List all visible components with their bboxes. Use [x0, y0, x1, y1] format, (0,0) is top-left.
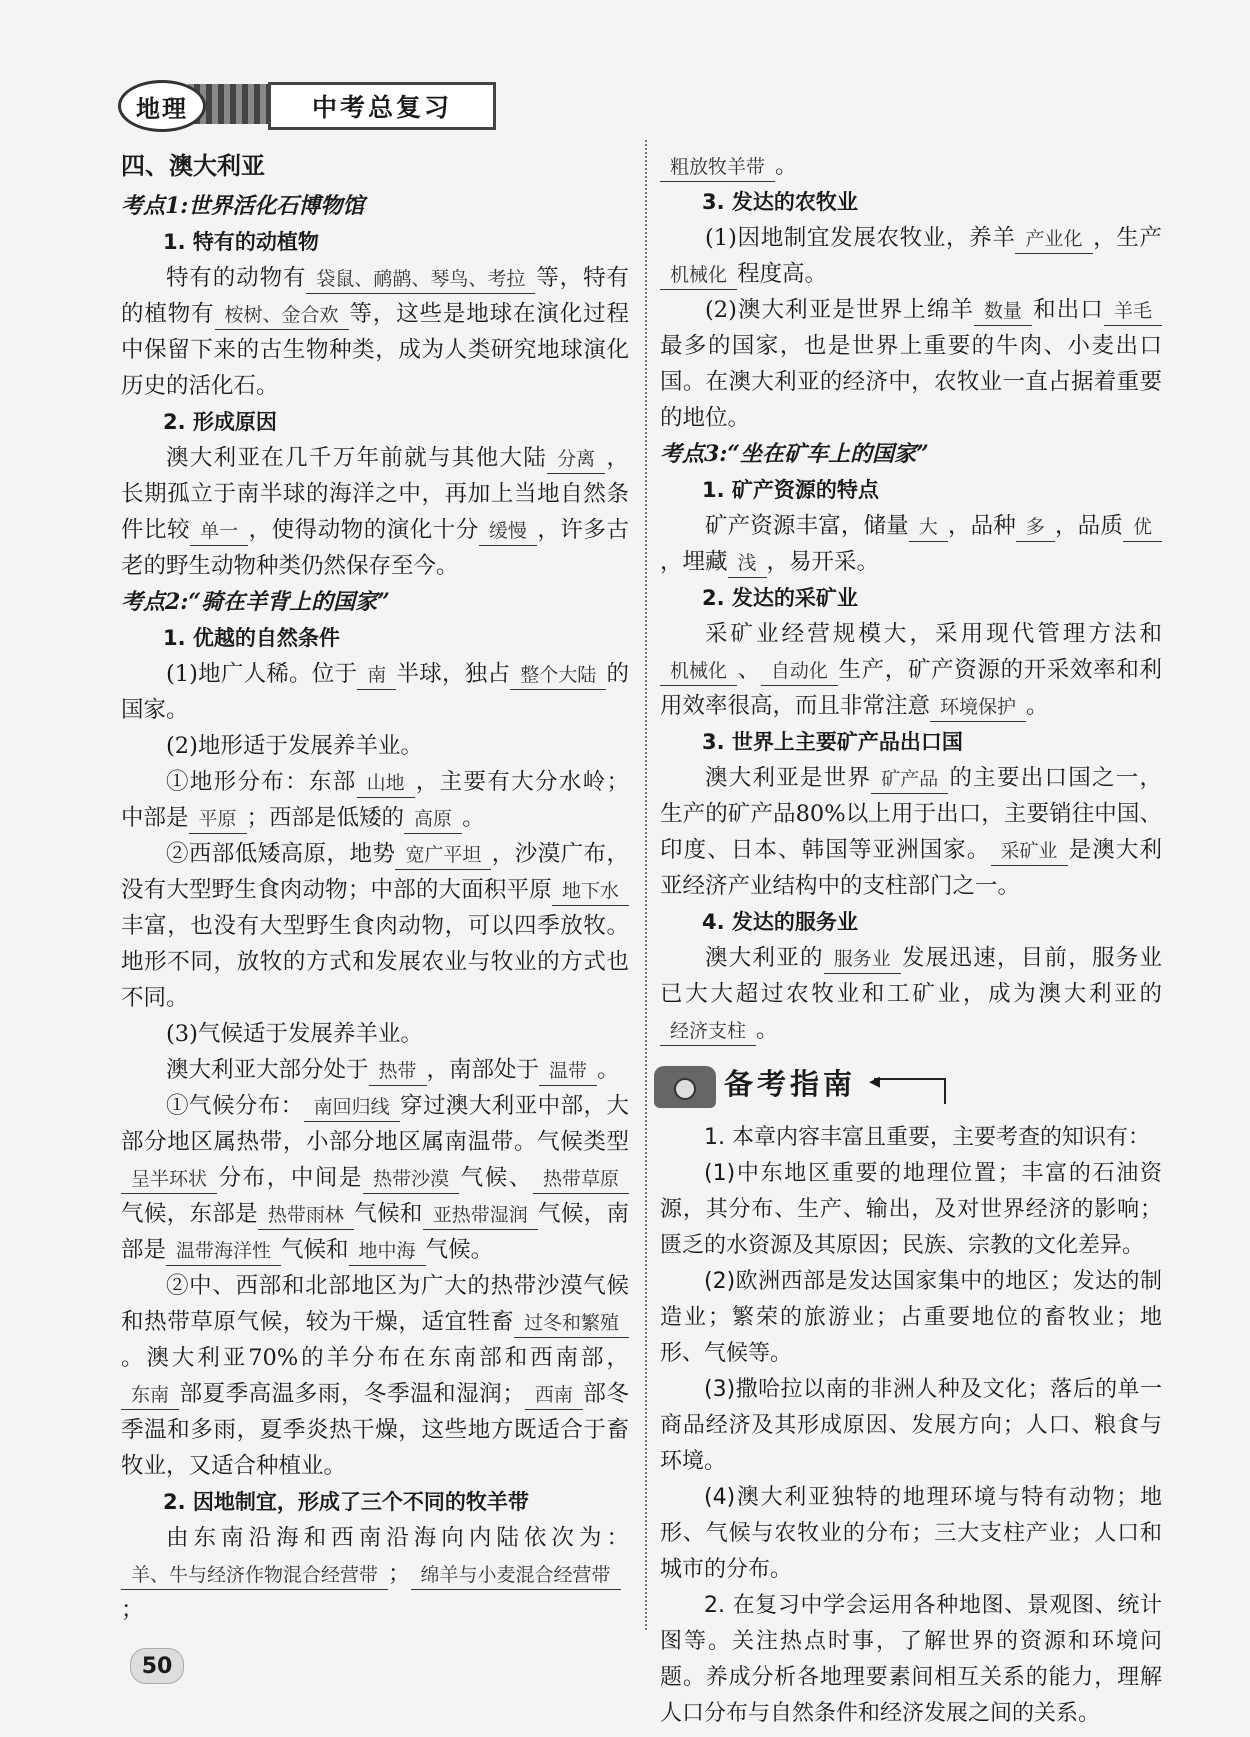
answer-blank: 大 — [909, 513, 948, 542]
answer-blank: 绵羊与小麦混合经营带 — [411, 1561, 621, 1590]
paragraph: (1)地广人稀。位于 南 半球，独占 整个大陆 的国家。 — [121, 661, 629, 723]
subheading: 3. 发达的农牧业 — [702, 190, 858, 214]
answer-blank: 呈半环状 — [121, 1165, 217, 1194]
answer-blank: 羊、牛与经济作物混合经营带 — [121, 1561, 388, 1590]
paragraph: 由东南沿海和西南沿海向内陆依次为：羊、牛与经济作物混合经营带 ； 绵羊与小麦混合经营带； — [121, 1525, 629, 1623]
answer-blank: 袋鼠、鸸鹋、琴鸟、考拉 — [306, 265, 535, 294]
answer-blank: 浅 — [728, 549, 767, 578]
arrow-line-decoration — [874, 1078, 946, 1104]
arrow-left-icon: ◂ — [869, 1069, 881, 1094]
answer-blank: 热带雨林 — [258, 1201, 354, 1230]
answer-blank: 过冬和繁殖 — [514, 1309, 629, 1338]
answer-blank: 环境保护 — [930, 693, 1026, 722]
paragraph: (2)地形适于发展养羊业。 — [166, 733, 423, 759]
paragraph: 粗放牧羊带 。 — [660, 148, 1162, 184]
schoolbag-icon — [654, 1066, 716, 1108]
paragraph: 澳大利亚的 服务业 发展迅速，目前，服务业已大大超过农牧业和工矿业，成为澳大利亚的经济支柱 。 — [660, 940, 1162, 1048]
paragraph: (2)澳大利亚是世界上绵羊 数量 和出口 羊毛最多的国家，也是世界上重要的牛肉、小麦出口国。在澳大利亚的经济中，农牧业一直占据着重要的地位。 — [660, 297, 1162, 431]
page-header — [118, 78, 488, 132]
paragraph: 矿产资源丰富，储量 大 ，品种 多 ，品质 优，埋藏 浅 ，易开采。 — [660, 508, 1162, 580]
answer-blank: 东南 — [121, 1381, 179, 1410]
paragraph: 澳大利亚在几千万年前就与其他大陆 分离 ，长期孤立于南半球的海洋之中，再加上当地自然条件比较 单一 ，使得动物的演化十分 缓慢 ，许多古老的野生动物种类仍然保存至今。 — [121, 445, 629, 579]
paragraph: (1)因地制宜发展农牧业，养羊 产业化 ，生产机械化 程度高。 — [660, 220, 1162, 292]
subheading: 4. 发达的服务业 — [702, 910, 858, 934]
answer-blank: 自动化 — [761, 657, 838, 686]
subheading: 1. 特有的动植物 — [163, 230, 319, 254]
subheading: 1. 优越的自然条件 — [163, 626, 340, 650]
paragraph: 采矿业经营规模大，采用现代管理方法和机械化 、 自动化 生产，矿产资源的开采效率和利用效率很高，而且非常注意 环境保护 。 — [660, 616, 1162, 724]
answer-blank: 亚热带湿润 — [423, 1201, 538, 1230]
answer-blank: 单一 — [190, 517, 248, 546]
kaodian-1-title: 考点1:世界活化石博物馆 — [121, 193, 365, 219]
guide-paragraph: (2)欧洲西部是发达国家集中的地区；发达的制造业；繁荣的旅游业；占重要地位的畜牧业；地形、气候等。 — [660, 1269, 1162, 1366]
guide-paragraph: 2. 在复习中学会运用各种地图、景观图、统计图等。关注热点时事，了解世界的资源和环境问题。养成分析各地理要素间相互关系的能力，理解人口分布与自然条件和经济发展之间的关系。 — [660, 1593, 1162, 1726]
answer-blank: 高原 — [404, 805, 462, 834]
answer-blank: 服务业 — [824, 945, 901, 974]
answer-blank: 温带 — [539, 1057, 597, 1086]
paragraph: 特有的动物有 袋鼠、鸸鹋、琴鸟、考拉 等，特有的植物有 桉树、金合欢 等，这些是地球在演化过程中保留下来的古生物种类，成为人类研究地球演化历史的活化石。 — [121, 265, 629, 399]
answer-blank: 机械化 — [660, 657, 737, 686]
guide-paragraph: (4)澳大利亚独特的地理环境与特有动物；地形、气候与农牧业的分布；三大支柱产业；人口和城市的分布。 — [660, 1485, 1162, 1582]
answer-blank: 南 — [357, 661, 396, 690]
kaodian-2-title: 考点2:“骑在羊背上的国家” — [121, 589, 390, 615]
subject-badge: 地理 — [118, 80, 206, 132]
header-title: 中考总复习 — [268, 82, 496, 130]
answer-blank: 经济支柱 — [660, 1017, 756, 1046]
subheading: 1. 矿产资源的特点 — [702, 478, 879, 502]
answer-blank: 优 — [1123, 513, 1162, 542]
paragraph: (3)气候适于发展养羊业。 — [166, 1021, 423, 1047]
paragraph: ①气候分布： 南回归线 穿过澳大利亚中部，大部分地区属热带，小部分地区属南温带。气候类型呈半环状 分布，中间是 热带沙漠 气候、 热带草原气候，东部是 热带雨林 气候和 亚热带湿润 气候，南部是 温带海洋性 气候和 地中海 气候。 — [121, 1088, 629, 1268]
section-title: 四、澳大利亚 — [121, 151, 265, 180]
kaodian-3-title: 考点3:“坐在矿车上的国家” — [660, 441, 929, 467]
answer-blank: 平原 — [189, 805, 247, 834]
answer-blank: 分离 — [547, 445, 605, 474]
answer-blank: 热带 — [369, 1057, 427, 1086]
subheading: 3. 世界上主要矿产品出口国 — [702, 730, 963, 754]
answer-blank: 地下水 — [552, 877, 629, 906]
guide-paragraph: (1)中东地区重要的地理位置；丰富的石油资源，其分布、生产、输出，及对世界经济的影响；匮乏的水资源及其原因；民族、宗教的文化差异。 — [660, 1161, 1162, 1258]
answer-blank: 粗放牧羊带 — [660, 153, 775, 182]
answer-blank: 矿产品 — [871, 765, 948, 794]
answer-blank: 采矿业 — [991, 837, 1068, 866]
right-column — [660, 148, 1162, 1732]
answer-blank: 宽广平坦 — [395, 841, 491, 870]
study-guide-heading — [654, 1056, 1162, 1116]
answer-blank: 机械化 — [660, 261, 737, 290]
answer-blank: 热带沙漠 — [363, 1165, 459, 1194]
answer-blank: 南回归线 — [304, 1093, 400, 1122]
guide-paragraph: 1. 本章内容丰富且重要，主要考查的知识有： — [704, 1125, 1150, 1150]
subheading: 2. 因地制宜，形成了三个不同的牧羊带 — [163, 1490, 529, 1514]
paragraph: ①地形分布：东部 山地 ，主要有大分水岭；中部是 平原 ；西部是低矮的 高原 。 — [121, 764, 629, 836]
answer-blank: 温带海洋性 — [166, 1237, 281, 1266]
guide-paragraph: (3)撒哈拉以南的非洲人种及文化；落后的单一商品经济及其形成原因、发展方向；人口、粮食与环境。 — [660, 1377, 1162, 1474]
paragraph: ②中、西部和北部地区为广大的热带沙漠气候和热带草原气候，较为干燥，适宜牲畜 过冬和繁殖。澳大利亚70%的羊分布在东南部和西南部，东南 部夏季高温多雨，冬季温和湿润； 西南 部冬季温和多雨，夏季炎热干燥，这些地方既适合于畜牧业，又适合种植业。 — [121, 1273, 629, 1479]
answer-blank: 热带草原 — [533, 1165, 629, 1194]
answer-blank: 西南 — [525, 1381, 583, 1410]
study-guide-title: 备考指南 — [724, 1067, 857, 1101]
answer-blank: 桉树、金合欢 — [215, 301, 349, 330]
answer-blank: 整个大陆 — [510, 661, 606, 690]
page-number: 50 — [130, 1648, 184, 1684]
paragraph: 澳大利亚大部分处于 热带 ，南部处于 温带 。 — [121, 1052, 629, 1088]
answer-blank: 多 — [1016, 513, 1055, 542]
paragraph: ②西部低矮高原，地势 宽广平坦 ，沙漠广布，没有大型野生食肉动物；中部的大面积平原 地下水丰富，也没有大型野生食肉动物，可以四季放牧。地形不同，放牧的方式和发展农业与牧业的方式也不同。 — [121, 841, 629, 1011]
answer-blank: 产业化 — [1015, 225, 1092, 254]
answer-blank: 缓慢 — [479, 517, 537, 546]
subheading: 2. 发达的采矿业 — [702, 586, 858, 610]
answer-blank: 山地 — [357, 769, 415, 798]
paragraph: 澳大利亚是世界 矿产品 的主要出口国之一，生产的矿产品80%以上用于出口，主要销往中国、印度、日本、韩国等亚洲国家。 采矿业 是澳大利亚经济产业结构中的支柱部门之一。 — [660, 765, 1162, 899]
left-column — [121, 148, 629, 1628]
column-divider — [645, 140, 647, 1630]
subheading: 2. 形成原因 — [163, 410, 277, 434]
answer-blank: 数量 — [974, 297, 1032, 326]
answer-blank: 地中海 — [349, 1237, 426, 1266]
answer-blank: 羊毛 — [1104, 297, 1162, 326]
